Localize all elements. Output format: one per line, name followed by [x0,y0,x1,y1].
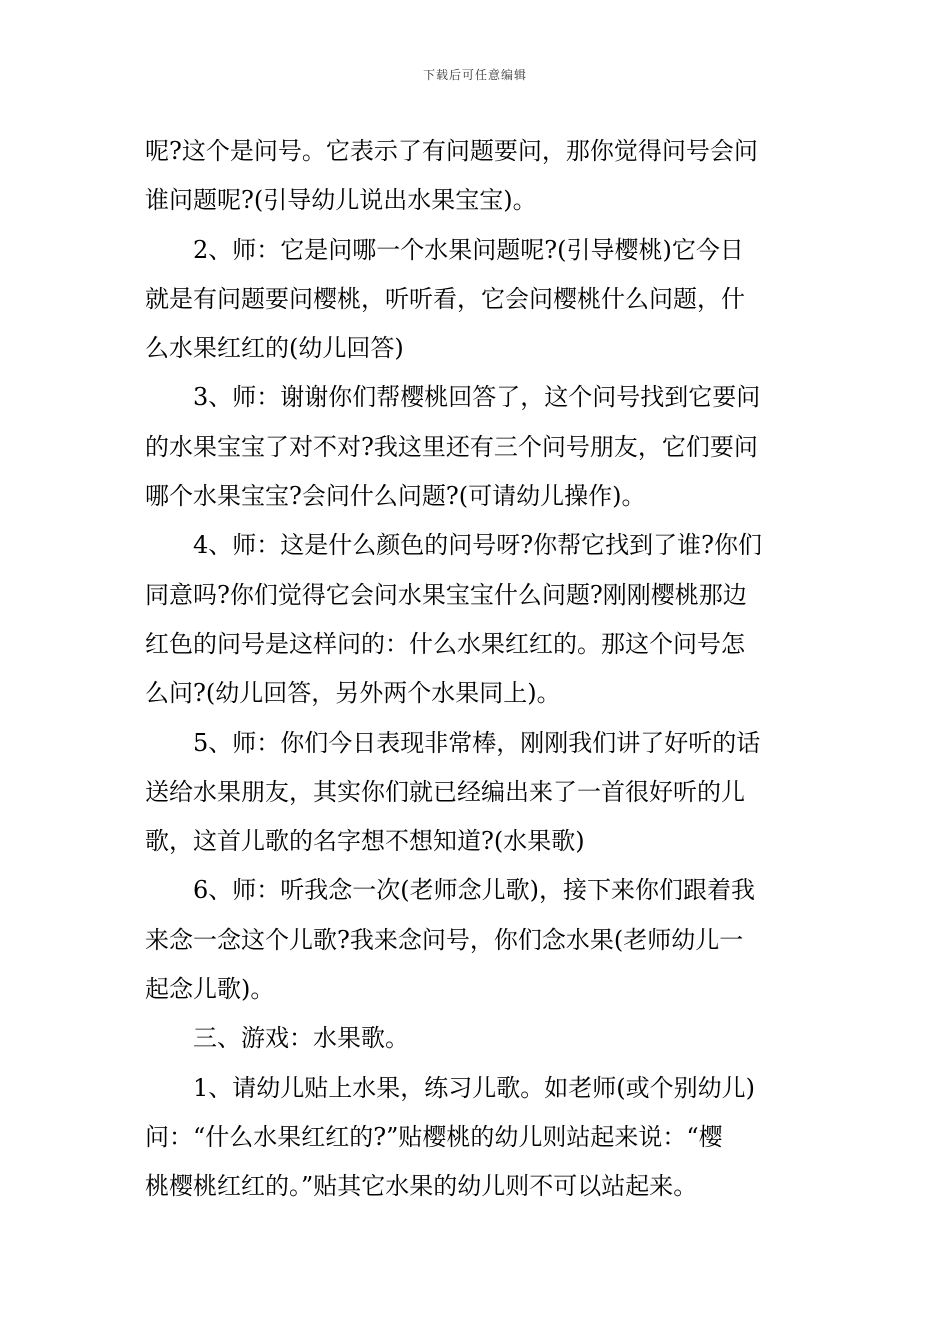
text-line: 哪个水果宝宝?会问什么问题?(可请幼儿操作)。 [145,482,646,511]
paragraph [145,521,810,718]
text-line: 桃樱桃红红的。”贴其它水果的幼儿则不可以站起来。 [145,1172,698,1201]
text-line: 2、师：它是问哪一个水果问题呢?(引导樱桃)它今日 [193,235,744,264]
paragraph [145,127,810,226]
text-line: 送给水果朋友，其实你们就已经编出来了一首很好听的儿 [145,777,745,806]
text-line: 谁问题呢?(引导幼儿说出水果宝宝)。 [145,186,537,215]
text-line: 同意吗?你们觉得它会问水果宝宝什么问题?刚刚樱桃那边 [145,580,747,609]
text-line: 5、师：你们今日表现非常棒，刚刚我们讲了好听的话 [193,728,761,757]
text-line: 歌，这首儿歌的名字想不想知道?(水果歌) [145,827,585,856]
paragraph [145,866,810,1014]
text-line: 3、师：谢谢你们帮樱桃回答了，这个问号找到它要问 [193,383,761,412]
paragraph [145,373,810,521]
text-line: 6、师：听我念一次(老师念儿歌)，接下来你们跟着我 [193,876,755,905]
text-line: 么水果红红的(幼儿回答) [145,334,404,363]
text-line: 起念儿歌)。 [145,975,275,1004]
text-line: 的水果宝宝了对不对?我这里还有三个问号朋友，它们要问 [145,432,758,461]
section-heading [145,1014,810,1063]
text-line: 来念一念这个儿歌?我来念问号，你们念水果(老师幼儿一 [145,925,744,954]
paragraph [145,1064,810,1212]
document-body [145,127,810,1212]
text-line: 4、师：这是什么颜色的问号呀?你帮它找到了谁?你们 [193,531,763,560]
paragraph [145,226,810,374]
text-line: 三、游戏：水果歌。 [193,1024,409,1053]
text-line: 呢?这个是问号。它表示了有问题要问，那你觉得问号会问 [145,137,758,165]
text-line: 就是有问题要问樱桃，听听看，它会问樱桃什么问题，什 [145,284,745,313]
text-line: 红色的问号是这样问的：什么水果红红的。那这个问号怎 [145,629,745,658]
paragraph [145,719,810,867]
page-header: 下载后可任意编辑 [422,68,527,82]
text-line: 么问?(幼儿回答，另外两个水果同上)。 [145,679,561,708]
text-line: 问：“什么水果红红的?”贴樱桃的幼儿则站起来说：“樱 [145,1122,723,1151]
text-line: 1、请幼儿贴上水果，练习儿歌。如老师(或个别幼儿) [193,1073,755,1102]
